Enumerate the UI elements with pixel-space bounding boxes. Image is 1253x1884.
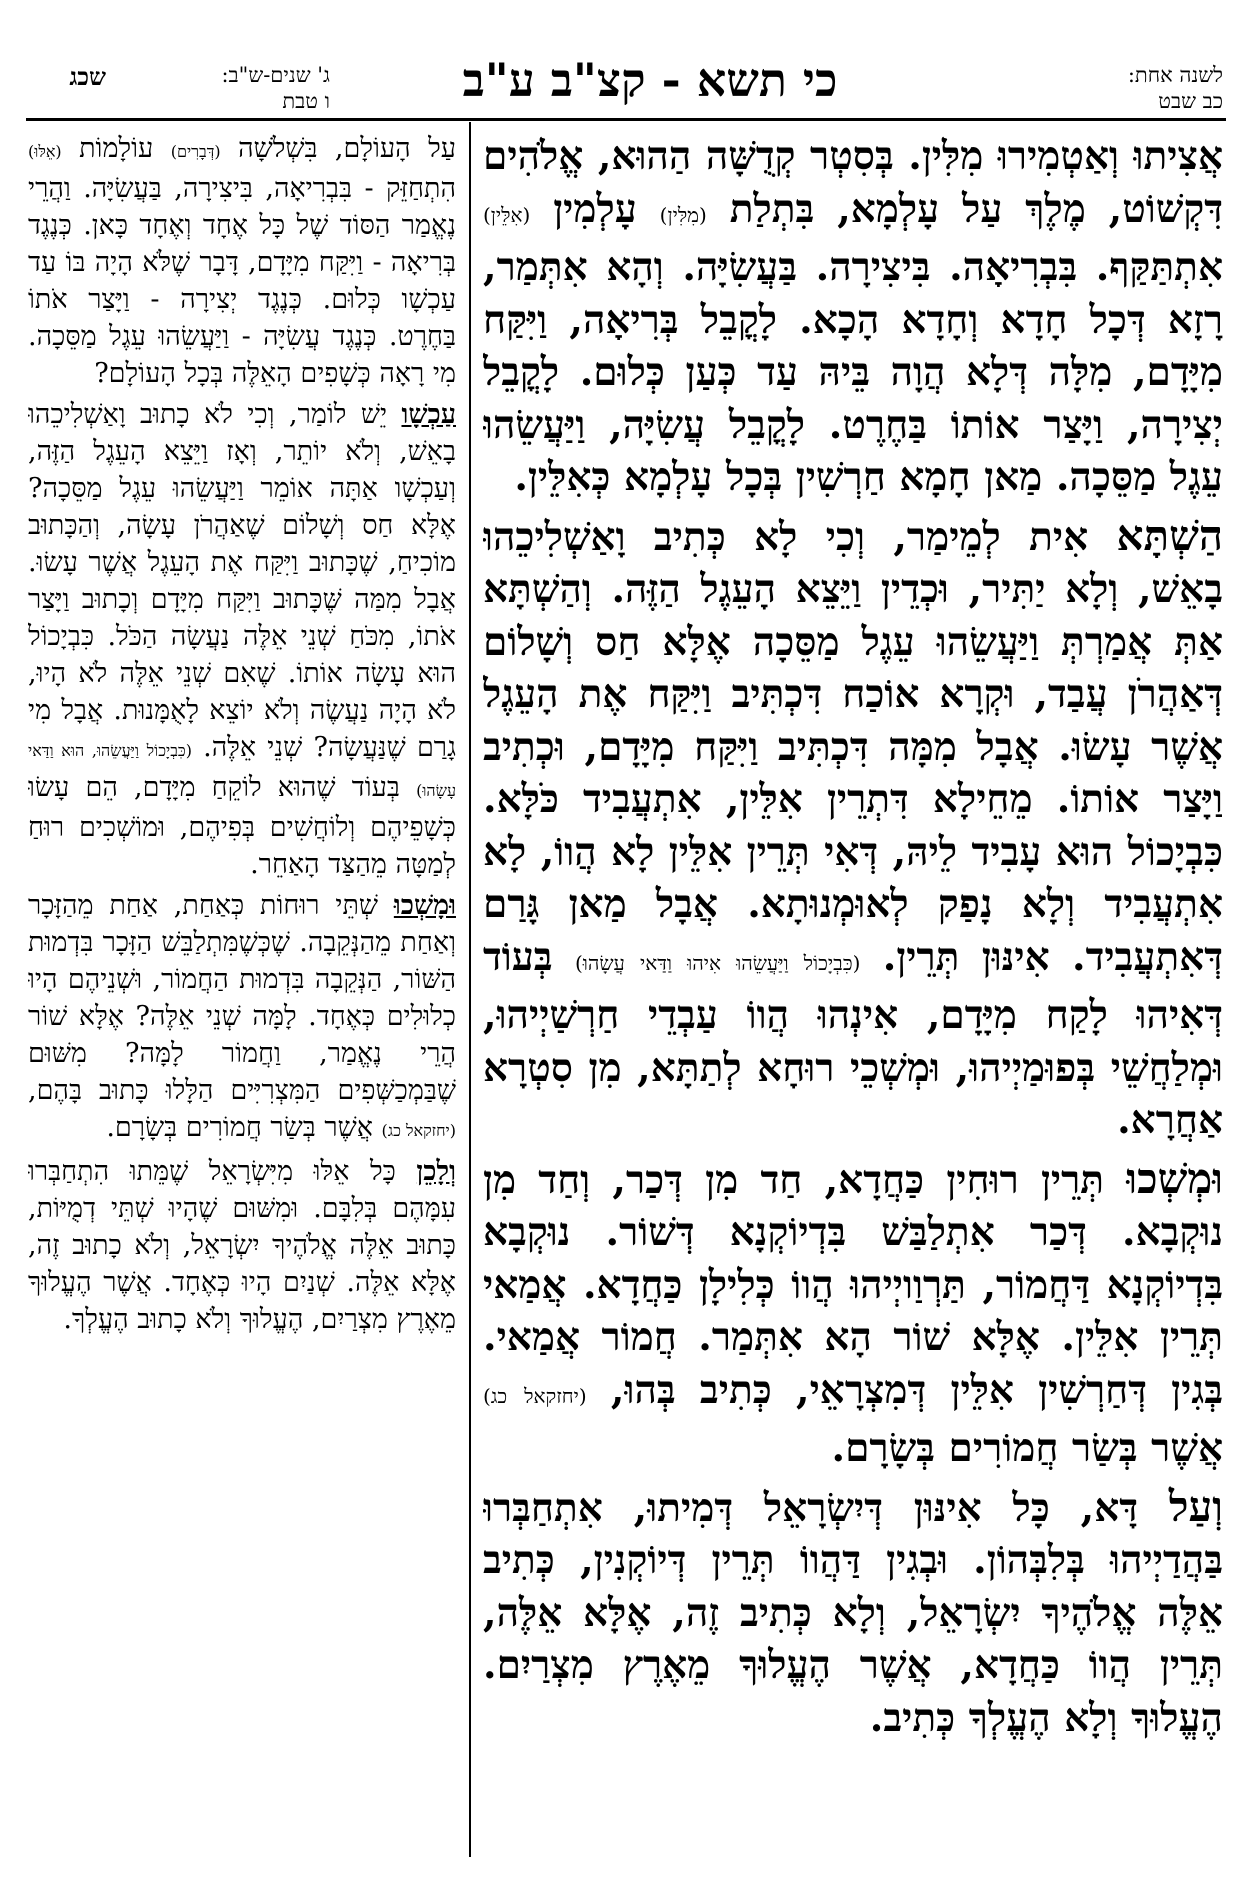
main-text: אֲצִיתוּ וְאַטְמִירוּ מִלִּין. בְּסִטְר קְדֻשָּׁה הַהוּא, אֱלֹהִים דִּקְשׁוֹט, מֶלֶךְ עַל עָלְמָא, בִּתְלַת (483, 133, 1223, 232)
header-three-years-label: ג' שנים-ש"ב: (221, 63, 330, 87)
side-paragraph-3 (28, 887, 456, 1149)
main-text: אִתְתַּקַּף. בִּבְרִיאָה. בִּיצִירָה. בַּעֲשִׂיָּה. וְהָא אִתְּמַר, רָזָא דְּכָל חָדָא וְחָדָא הָכָא. לָקֳבֵל בְּרִיאָה, וַיִּקַּח מִיָּדָם, מִלָּה דְּלָא הֲוָה בֵּיהּ עַד כְּעַן כְּלוּם. לָקֳבֵל יְצִירָה, וַיָּצַר אוֹתוֹ בַּחֶרֶט. לָקֳבֵל עֲשִׂיָּה, וַיַּעֲשֵׂהוּ עֵגֶל מַסֵּכָה. מַאן חָמָא חַרְשִׁין בְּכָל עָלְמָא כְּאִלֵּין. (483, 244, 1223, 500)
main-note: (יחזקאל כג) (483, 1383, 587, 1408)
main-text: תְּרֵין רוּחִין כַּחֲדָא, חַד מִן דְּכַר, וְחַד מִן נוּקְבָא. דְּכַר אִתְלַבַּשׁ בִּדְיוֹקְנָא דְּשׁוֹר. נוּקְבָא בִּדְיוֹקְנָא דַּחֲמוֹר, תַּרְוַויְיהוּ הֲווֹ כְּלִילָן כַּחֲדָא. אֲמַאי תְּרֵין אִלֵּין. אֶלָּא שׁוֹר הָא אִתְּמַר. חֲמוֹר אֲמַאי. בְּגִין דְּחַרְשִׁין אִלֵּין דְּמִצְרָאֵי, כְּתִיב בְּהוּ, (483, 1156, 1223, 1413)
side-text: אֲשֶׁר בְּשַׂר חֲמוֹרִים בְּשָׂרָם. (106, 1112, 373, 1143)
side-note: (יחזקאל כג) (381, 1121, 456, 1140)
side-text: שְׁתֵּי רוּחוֹת כְּאַחַת, אַחַת מֵהַזָּכָר וְאַחַת מֵהַנְּקֵבָה. שֶׁכְּשֶׁמִּתְלַבֵּשׁ הַזָּכָר בִּדְמוּת הַשּׁוֹר, הַנְּקֵבָה בִּדְמוּת הַחֲמוֹר, וּשְׁנֵיהֶם הָיוּ כְלוּלִים כְּאֶחָד. לָמָּה שְׁנֵי אֵלֶּה? אֶלָּא שׁוֹר הֲרֵי נֶאֱמַר, וַחֲמוֹר לָמָּה? מִשּׁוּם שֶׁבַּמְכַשְּׁפִים הַמִּצְרִיִּים הַלָּלוּ כָּתוּב בָּהֶם, (28, 890, 456, 1106)
side-opening-word: וּמָשְׁכוּ (393, 890, 456, 921)
side-note: (כִּבְיָכוֹל וַיַּעֲשֵׂהוּ, הוּא וַדַּאי עָשָׂהוּ) (28, 741, 456, 800)
main-opening-word: הַשְׁתָּא (1116, 510, 1223, 560)
page-title: כי תשא - קצ"ב ע"ב (462, 53, 838, 107)
side-opening-word: וְלָכֵן (416, 1156, 456, 1187)
side-text: עוֹלָמוֹת (79, 133, 154, 164)
main-note: (אִלֵּין) (483, 202, 531, 227)
side-text: בְּעוֹד שֶׁהוּא לוֹקֵחַ מִיָּדָם, הֵם עָשׂוּ כְּשָׁפֵיהֶם וְלוֹחֲשִׁים בְּפִיהֶם, וּמוֹשְׁכִים רוּחַ לְמַטָּה מֵהַצַּד הָאַחֵר. (28, 772, 456, 880)
header-three-years-date: ו טבת (282, 89, 330, 113)
column-divider (469, 122, 471, 1857)
main-note: (כִּבְיָכוֹל וַיַּעֲשֵׂהוּ אִיהוּ וַדַּאי עֲשָׂהוּ) (574, 950, 861, 975)
header-divider (26, 118, 1226, 121)
main-paragraph-4 (483, 1481, 1223, 1745)
side-note: (אֵלּוּ) (28, 142, 62, 161)
page-number: שכג (69, 62, 106, 91)
side-paragraph-2 (28, 396, 456, 883)
header-one-year-date: כב שבט (1158, 89, 1223, 113)
main-aramaic-column (483, 130, 1223, 1860)
main-text: בְּעוֹד דְּאִיהוּ לָקַח מִיָּדָם, אִינְהוּ הֲווֹ עַבְדֵי חַרְשַׁיְיהוּ, וּמְלַחֲשֵׁי בְּפוּמַיְיהוּ, וּמְשְׁכֵי רוּחָא לְתַתָּא, מִן סִטְרָא אַחֲרָא. (483, 933, 1223, 1143)
side-text: עַל הָעוֹלָם, בִּשְׁלֹשָׁה (238, 133, 456, 164)
main-paragraph-2 (483, 510, 1223, 1147)
main-text: אִית לְמֵימַר, וְכִי לָא כְּתִיב וָאַשְׁלִיכֵהוּ בָאֵשׁ, וְלָא יַתִּיר, וּכְדֵין וַיֵּצֵא הָעֵגֶל הַזֶּה. וְהַשְׁתָּא אַתְּ אֲמַרְתְּ וַיַּעֲשֵׂהוּ עֵגֶל מַסֵּכָה אֶלָּא חַס וְשָׁלוֹם דְּאַהֲרֹן עֲבַד, וּקְרָא אוֹכַח דִּכְתִּיב וַיִּקַּח אֶת הָעֵגֶל אֲשֶׁר עָשׂוּ. אֲבָל מִמָּה דִּכְתִּיב וַיִּקַּח מִיָּדָם, וּכְתִיב וַיָּצַר אוֹתוֹ. מֵחֵילָא דִּתְרֵין אִלֵּין, אִתְעֲבִיד כֹּלָּא. כִּבְיָכוֹל הוּא עָבִיד לֵיהּ, דְּאִי תְּרֵין אִלֵּין לָא הֲווֹ, לָא אִתְעֲבִיד וְלָא נָפַק לְאוּמְנוּתָא. אֲבָל מַאן גָּרַם דְּאִתְעֲבִיד. אִינּוּן תְּרֵין. (483, 513, 1223, 980)
header-date-three-years (150, 62, 330, 114)
side-paragraph-1 (28, 130, 456, 392)
side-hebrew-translation-column (28, 130, 456, 1860)
header-date-one-year (1023, 62, 1223, 114)
main-opening-word: וְעַל (1168, 1481, 1223, 1531)
main-text: דָּא, כָּל אִינּוּן דְּיִשְׂרָאֵל דְּמִיתוּ, אִתְחַבְּרוּ בַּהֲדַיְיהוּ בְּלִבְּהוֹן. וּבְגִין דַּהֲווֹ תְּרֵין דְּיוֹקְנִין, כְּתִיב אֵלֶּה אֱלֹהֶיךָ יִשְׂרָאֵל, וְלָא כְּתִיב זֶה, אֶלָּא אֵלֶּה, תְּרֵין הֲווֹ כַּחֲדָא, אֲשֶׁר הֶעֱלוּךָ מֵאֶרֶץ מִצְרַיִם. הֶעֱלוּךָ וְלָא הֶעֱלְךָ כְּתִיב. (483, 1484, 1223, 1741)
main-paragraph-3 (483, 1153, 1223, 1475)
side-opening-word: עַכְשָׁו (401, 399, 456, 430)
main-text: אֲשֶׁר בְּשַׂר חֲמוֹרִים בְּשָׂרָם. (831, 1425, 1223, 1471)
side-text: כָּל אֵלּוּ מִיִּשְׂרָאֵל שֶׁמֵּתוּ הִתְחַבְּרוּ עִמָּהֶם בְּלִבָּם. וּמִשּׁוּם שֶׁהָיוּ שְׁתֵּי דְמֻיּוֹת, כָּתוּב אֵלֶּה אֱלֹהֶיךָ יִשְׂרָאֵל, וְלֹא כָתוּב זֶה, אֶלָּא אֵלֶּה. שְׁנַיִם הָיוּ כְּאֶחָד. אֲשֶׁר הֶעֱלוּךָ מֵאֶרֶץ מִצְרַיִם, הֶעֱלוּךָ וְלֹא כָתוּב הֶעֱלְךָ. (28, 1156, 456, 1335)
side-text: יֵשׁ לוֹמַר, וְכִי לֹא כָתוּב וָאַשְׁלִיכֵהוּ בָאֵשׁ, וְלֹא יוֹתֵר, וְאָז וַיֵּצֵא הָעֵגֶל הַזֶּה, וְעַכְשָׁו אַתָּה אוֹמֵר וַיַּעֲשֵׂהוּ עֵגֶל מַסֵּכָה? אֶלָּא חַס וְשָׁלוֹם שֶׁאַהֲרֹן עָשָׂה, וְהַכָּתוּב מוֹכִיחַ, שֶׁכָּתוּב וַיִּקַּח אֶת הָעֵגֶל אֲשֶׁר עָשׂוּ. אֲבָל מִמַּה שֶּׁכָּתוּב וַיִּקַּח מִיָּדָם וְכָתוּב וַיָּצַר אֹתוֹ, מִכֹּחַ שְׁנֵי אֵלֶּה נַעֲשָׂה הַכֹּל. כִּבְיָכוֹל הוּא עָשָׂה אוֹתוֹ. שֶׁאִם שְׁנֵי אֵלֶּה לֹא הָיוּ, לֹא הָיָה נַעֲשֶׂה וְלֹא יוֹצֵא לָאֻמָּנוּת. אֲבָל מִי גָרַם שֶׁנַּעֲשָׂה? שְׁנֵי אֵלֶּה. (28, 399, 456, 763)
main-paragraph-1 (483, 130, 1223, 504)
main-opening-word: וּמְשְׁכוּ (1126, 1153, 1223, 1203)
side-text: הִתְחַזֵּק - בִּבְרִיאָה, בִּיצִירָה, בַּעֲשִׂיָּה. וַהֲרֵי נֶאֱמַר הַסּוֹד שֶׁל כָּל אֶחָד וְאֶחָד כָּאן. כְּנֶגֶד בְּרִיאָה - וַיִּקַּח מִיָּדָם, דָּבָר שֶׁלֹּא הָיָה בּוֹ עַד עַכְשָׁו כְּלוּם. כְּנֶגֶד יְצִירָה - וַיָּצַר אֹתוֹ בַּחֶרֶט. כְּנֶגֶד עֲשִׂיָּה - וַיַּעֲשֵׂהוּ עֵגֶל מַסֵּכָה. מִי רָאָה כְּשָׁפִים הָאֵלֶּה בְּכָל הָעוֹלָם? (28, 173, 456, 389)
side-paragraph-4 (28, 1153, 456, 1338)
main-note: (מִלִּין) (659, 202, 707, 227)
side-note: (דְּבָרִים) (170, 142, 221, 161)
header-one-year-label: לשנה אחת: (1127, 63, 1223, 87)
main-text: עָלְמִין (553, 185, 637, 232)
